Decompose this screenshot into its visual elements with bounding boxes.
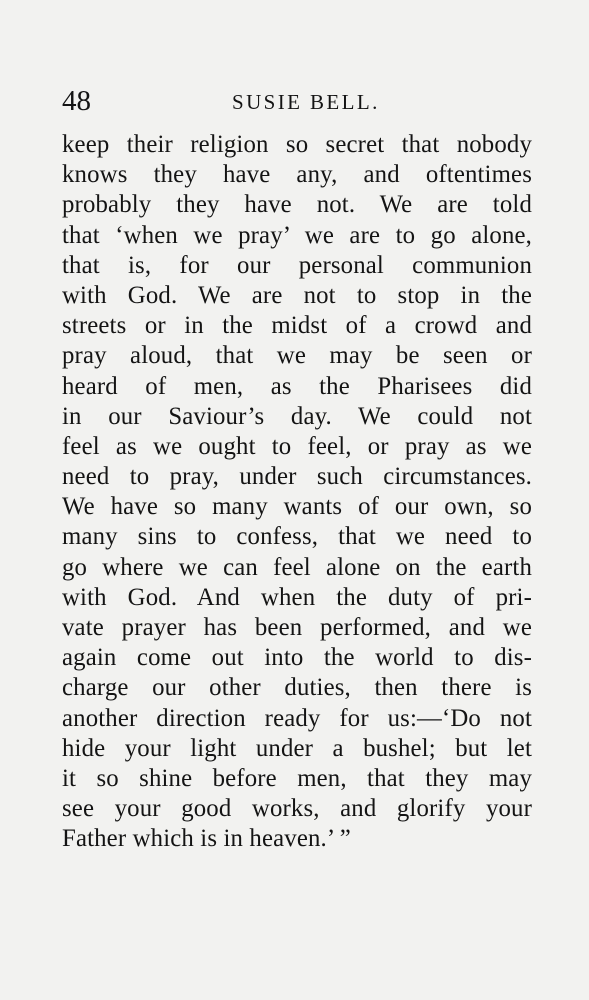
text-line: see your good works, and glorify your (62, 795, 532, 823)
text-line: We have so many wants of our own, so (62, 493, 532, 521)
text-line: need to pray, under such circumstances. (62, 463, 532, 491)
text-line: many sins to confess, that we need to (62, 523, 532, 551)
text-line: that is, for our personal communion (62, 251, 532, 279)
text-line: keep their religion so secret that nobody (62, 131, 532, 158)
text-line: again come out into the world to dis- (62, 644, 532, 672)
text-line: charge our other duties, then there is (62, 674, 532, 702)
running-head (62, 84, 528, 118)
text-line: pray aloud, that we may be seen or (62, 342, 532, 370)
text-line: that ‘when we pray’ we are to go alone, (62, 221, 532, 249)
text-line: probably they have not. We are told (62, 191, 532, 219)
text-line: Father which is in heaven.’ ” (62, 825, 351, 853)
text-line: vate prayer has been performed, and we (62, 614, 532, 641)
running-title: SUSIE BELL. (232, 90, 380, 114)
text-line: another direction ready for us:—‘Do not (62, 704, 532, 732)
text-line: feel as we ought to feel, or pray as we (62, 432, 532, 460)
text-line: with God. And when the duty of pri- (62, 583, 532, 611)
text-line: heard of men, as the Pharisees did (62, 372, 532, 400)
page-number: 48 (62, 85, 91, 117)
text-line: knows they have any, and oftentimes (62, 161, 532, 189)
text-line: go where we can feel alone on the earth (62, 553, 532, 581)
body-text (62, 130, 532, 855)
text-line: with God. We are not to stop in the (62, 281, 532, 309)
text-line: it so shine before men, that they may (62, 764, 532, 792)
text-line: hide your light under a bushel; but let (62, 734, 532, 762)
text-line: in our Saviour’s day. We could not (62, 402, 532, 430)
text-line: streets or in the midst of a crowd and (62, 312, 532, 340)
